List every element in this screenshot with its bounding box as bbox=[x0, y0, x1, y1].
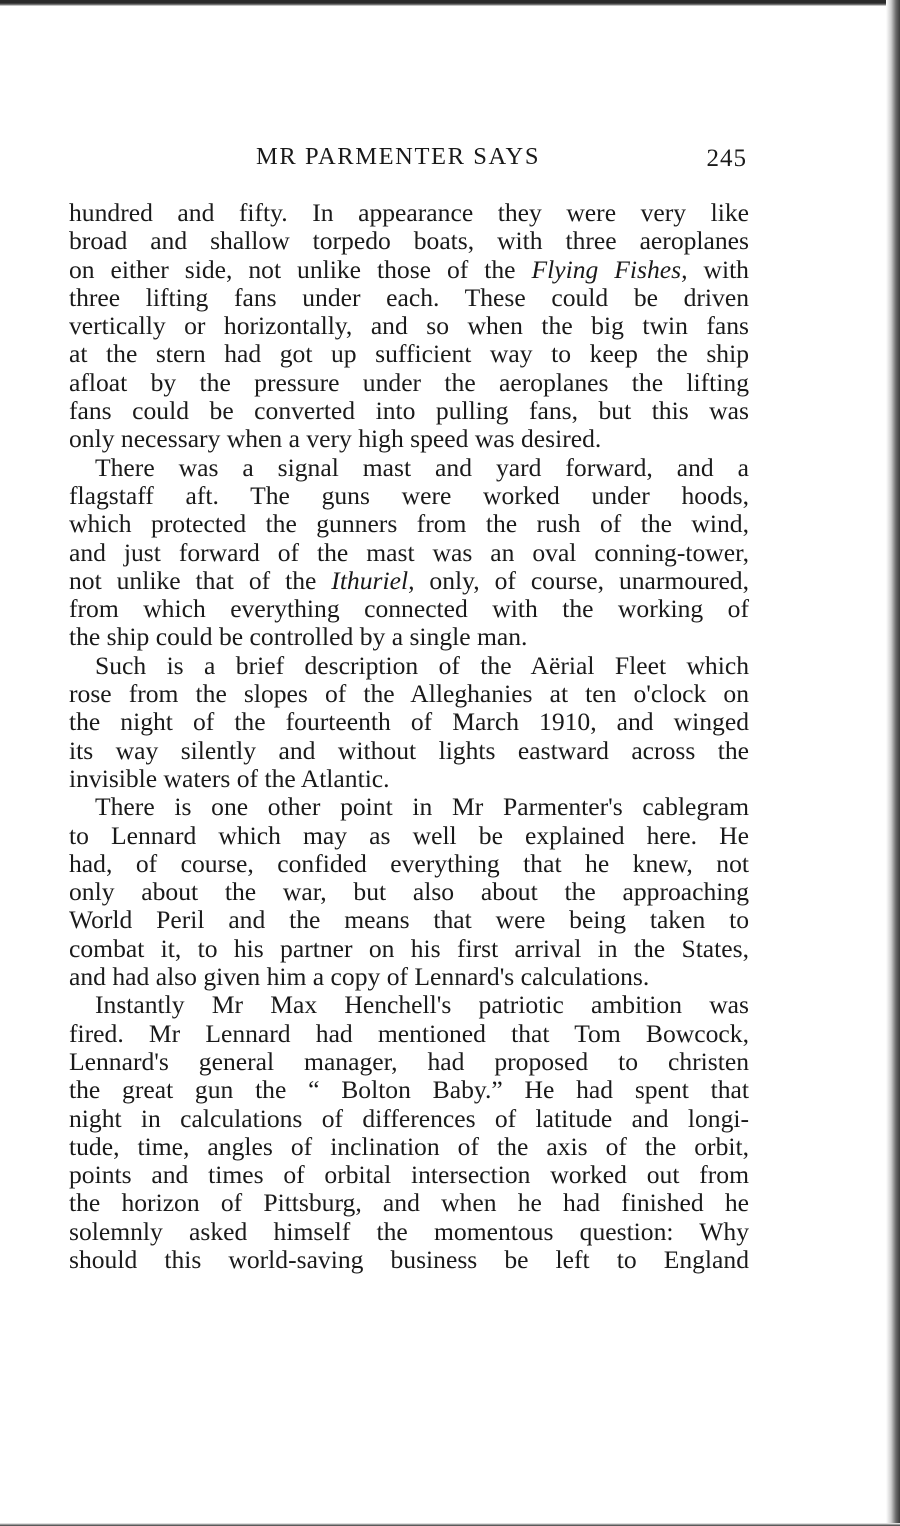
page-number: 245 bbox=[706, 145, 747, 172]
paragraph-1 bbox=[69, 199, 749, 454]
text-line: Such is a brief description of the Aërial Fleet which bbox=[95, 650, 749, 680]
text-run: on either side, not unlike those of the bbox=[69, 254, 532, 284]
running-title: MR PARMENTER SAYS bbox=[255, 143, 541, 170]
paragraph-3 bbox=[69, 652, 749, 793]
paragraph-2 bbox=[69, 454, 749, 652]
text-line bbox=[69, 567, 749, 595]
text-run: not unlike that of the bbox=[69, 565, 332, 595]
text-line: hundred and fifty. In appearance they were very like bbox=[69, 198, 749, 227]
paragraph-5 bbox=[69, 991, 749, 1274]
text-line: had, of course, confided everything that he knew, not bbox=[69, 848, 749, 878]
text-line: There was a signal mast and yard forward, and a bbox=[95, 452, 749, 482]
text-line: which protected the gunners from the rush of the wind, bbox=[69, 509, 749, 539]
text-line: night in calculations of differences of latitude and longi- bbox=[69, 1103, 749, 1133]
paragraph-4 bbox=[69, 793, 749, 991]
text-line: three lifting fans under each. These could be driven bbox=[69, 282, 749, 312]
book-page bbox=[69, 140, 749, 1274]
text-line bbox=[69, 256, 749, 284]
text-line: only necessary when a very high speed was desired. bbox=[69, 424, 602, 454]
page-edge-shadow bbox=[886, 0, 900, 1526]
text-line: should this world-saving business be left to England bbox=[69, 1244, 749, 1274]
text-line: There is one other point in Mr Parmenter's cablegram bbox=[95, 792, 749, 822]
text-line: World Peril and the means that were being taken to bbox=[69, 905, 749, 935]
text-run: only, of course, unarmoured, bbox=[414, 565, 749, 595]
text-line: vertically or horizontally, and so when the big twin fans bbox=[69, 311, 749, 341]
text-line: to Lennard which may as well be explained here. He bbox=[69, 820, 749, 850]
text-line: Lennard's general manager, had proposed to christen bbox=[69, 1046, 749, 1076]
text-line: flagstaff aft. The guns were worked under hoods, bbox=[69, 480, 749, 510]
text-line: from which everything connected with the working of bbox=[69, 594, 749, 624]
ship-name-flying-fishes: Flying Fishes, bbox=[531, 254, 688, 284]
body-text bbox=[69, 199, 749, 1274]
running-head bbox=[69, 140, 749, 180]
text-line: only about the war, but also about the approaching bbox=[69, 877, 749, 907]
text-line: fired. Mr Lennard had mentioned that Tom Bowcock, bbox=[69, 1018, 749, 1048]
text-line: its way silently and without lights eastward across the bbox=[69, 735, 749, 765]
text-run: with bbox=[687, 254, 749, 284]
text-line: broad and shallow torpedo boats, with three aeroplanes bbox=[69, 226, 749, 256]
text-line: solemnly asked himself the momentous question: Why bbox=[69, 1216, 749, 1246]
text-line: combat it, to his partner on his first arrival in the States, bbox=[69, 933, 749, 963]
ship-name-ithuriel: Ithuriel, bbox=[331, 565, 415, 595]
text-line: points and times of orbital intersection worked out from bbox=[69, 1160, 749, 1190]
text-line: fans could be converted into pulling fans, but this was bbox=[69, 396, 749, 426]
text-line: the night of the fourteenth of March 1910, and winged bbox=[69, 707, 749, 737]
text-line: the ship could be controlled by a single man. bbox=[69, 622, 528, 652]
text-line: invisible waters of the Atlantic. bbox=[69, 763, 390, 793]
text-line: at the stern had got up sufficient way to keep the ship bbox=[69, 339, 749, 369]
text-line: tude, time, angles of inclination of the axis of the orbit, bbox=[69, 1131, 749, 1161]
text-line: and had also given him a copy of Lennard's calculations. bbox=[69, 962, 650, 992]
text-line: Instantly Mr Max Henchell's patriotic ambition was bbox=[95, 990, 749, 1020]
top-edge-rule bbox=[0, 0, 900, 6]
text-line: afloat by the pressure under the aeroplanes the lifting bbox=[69, 367, 749, 397]
text-line: and just forward of the mast was an oval conning-tower, bbox=[69, 537, 749, 567]
text-line: the horizon of Pittsburg, and when he had finished he bbox=[69, 1188, 749, 1218]
text-line: rose from the slopes of the Alleghanies at ten o'clock on bbox=[69, 679, 749, 709]
text-line: the great gun the “ Bolton Baby.” He had spent that bbox=[69, 1075, 749, 1105]
